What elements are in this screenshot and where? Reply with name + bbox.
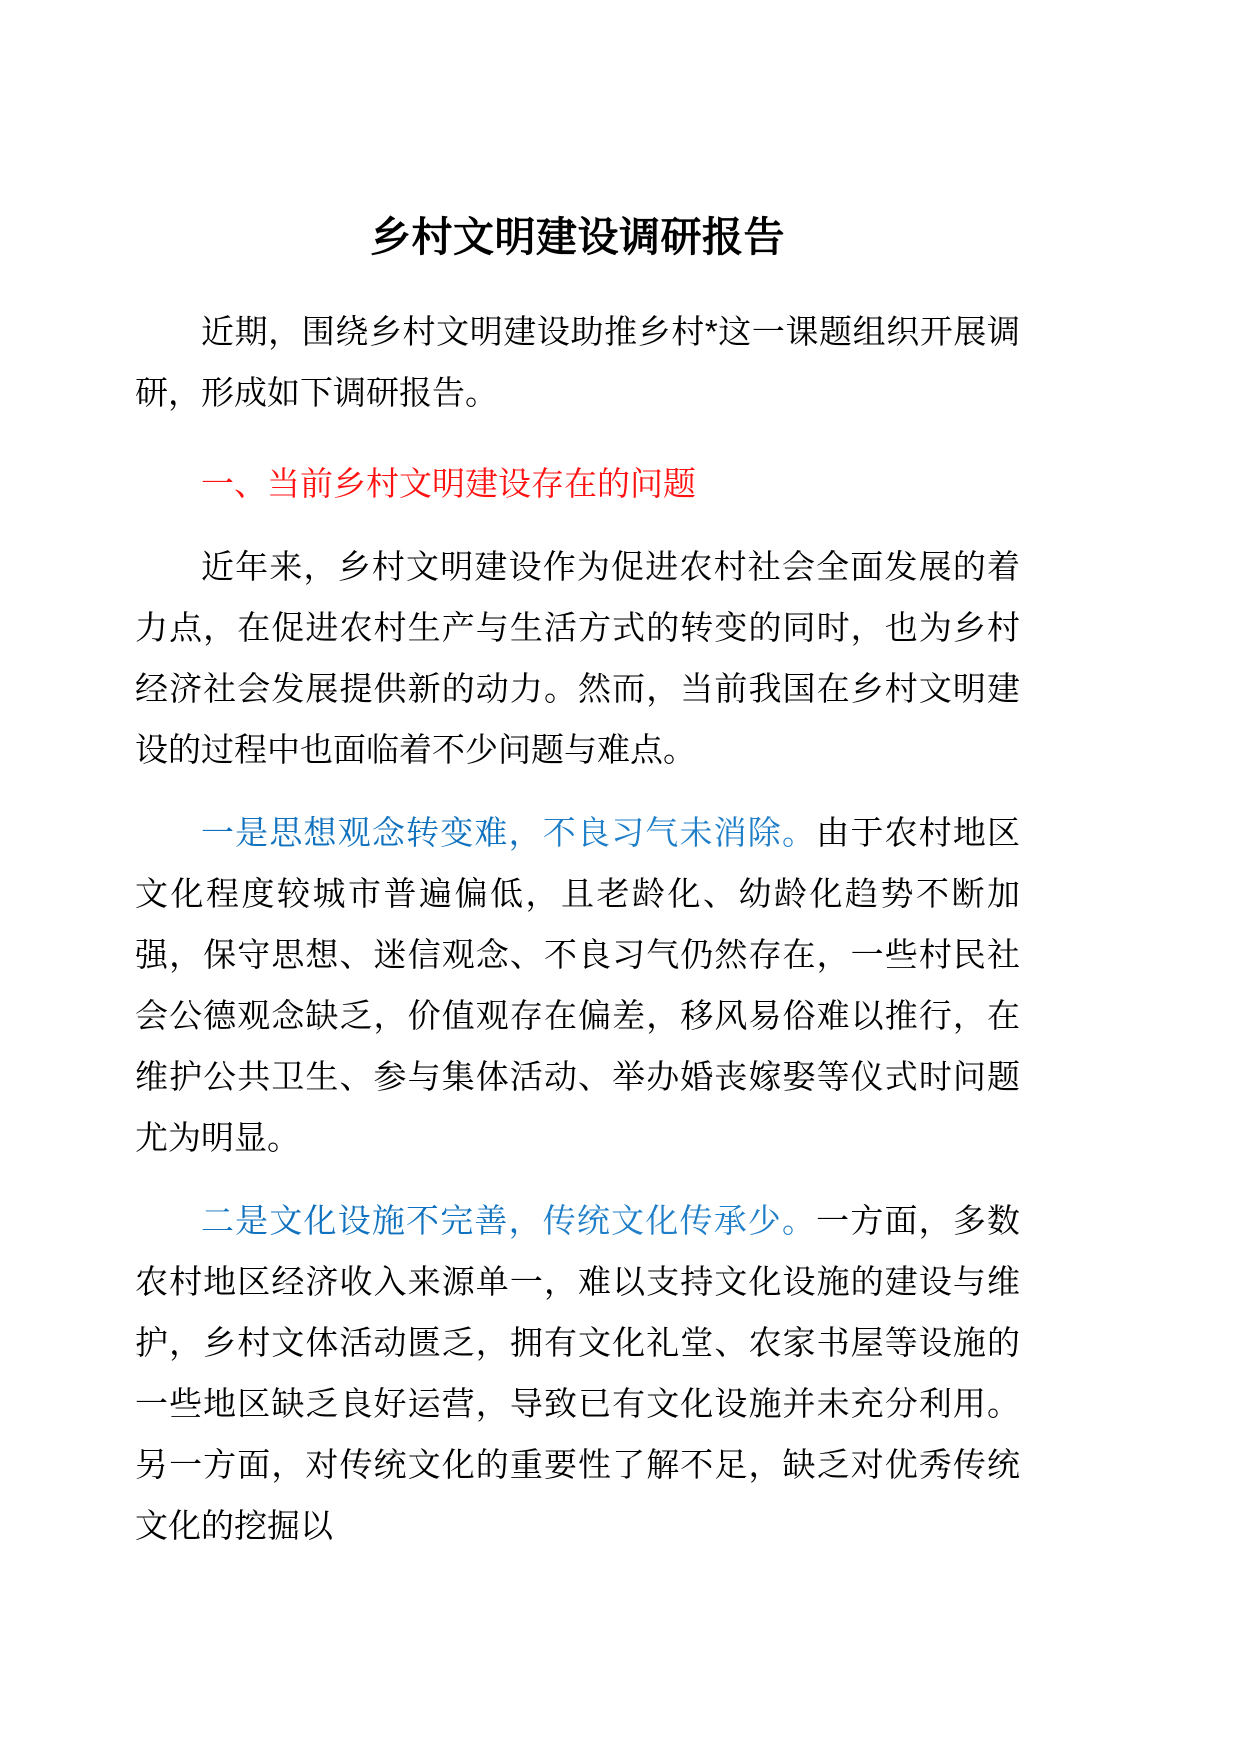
point-1-paragraph: [135, 802, 1020, 1168]
section-heading-1: 一、当前乡村文明建设存在的问题: [201, 465, 696, 503]
paragraph-1: 近年来，乡村文明建设作为促进农村社会全面发展的着力点，在促进农村生产与生活方式的转变的同时，也为乡村经济社会发展提供新的动力。然而，当前我国在乡村文明建设的过程中也面临着不少问题与难点。: [135, 548, 1020, 769]
point-2-lead-a: 二是文化设施不完善，: [201, 1202, 543, 1240]
point-1-lead-a: 一是思想观念转变难，: [201, 814, 543, 852]
point-2-body: 一方面，多数农村地区经济收入来源单一，难以支持文化设施的建设与维护，乡村文体活动匮乏，拥有文化礼堂、农家书屋等设施的一些地区缺乏良好运营，导致已有文化设施并未充分利用。另一方面，对传统文化的重要性了解不足，缺乏对优秀传统文化的挖掘以: [135, 1202, 1021, 1545]
point-1-lead-b: 不良习气未消除。: [542, 814, 817, 852]
page-title: 乡村文明建设调研报告: [370, 214, 785, 260]
document-content: [135, 0, 1020, 1556]
point-1-body: 由于农村地区文化程度较城市普遍偏低，且老龄化、幼龄化趋势不断加强，保守思想、迷信观念、不良习气仍然存在，一些村民社会公德观念缺乏，价值观存在偏差，移风易俗难以推行，在维护公共卫生、参与集体活动、举办婚丧嫁娶等仪式时问题尤为明显。: [135, 814, 1021, 1157]
point-2-paragraph: [135, 1190, 1020, 1556]
intro-paragraph: 近期，围绕乡村文明建设助推乡村*这一课题组织开展调研，形成如下调研报告。: [135, 313, 1020, 412]
point-2-lead-b: 传统文化传承少。: [542, 1202, 817, 1240]
